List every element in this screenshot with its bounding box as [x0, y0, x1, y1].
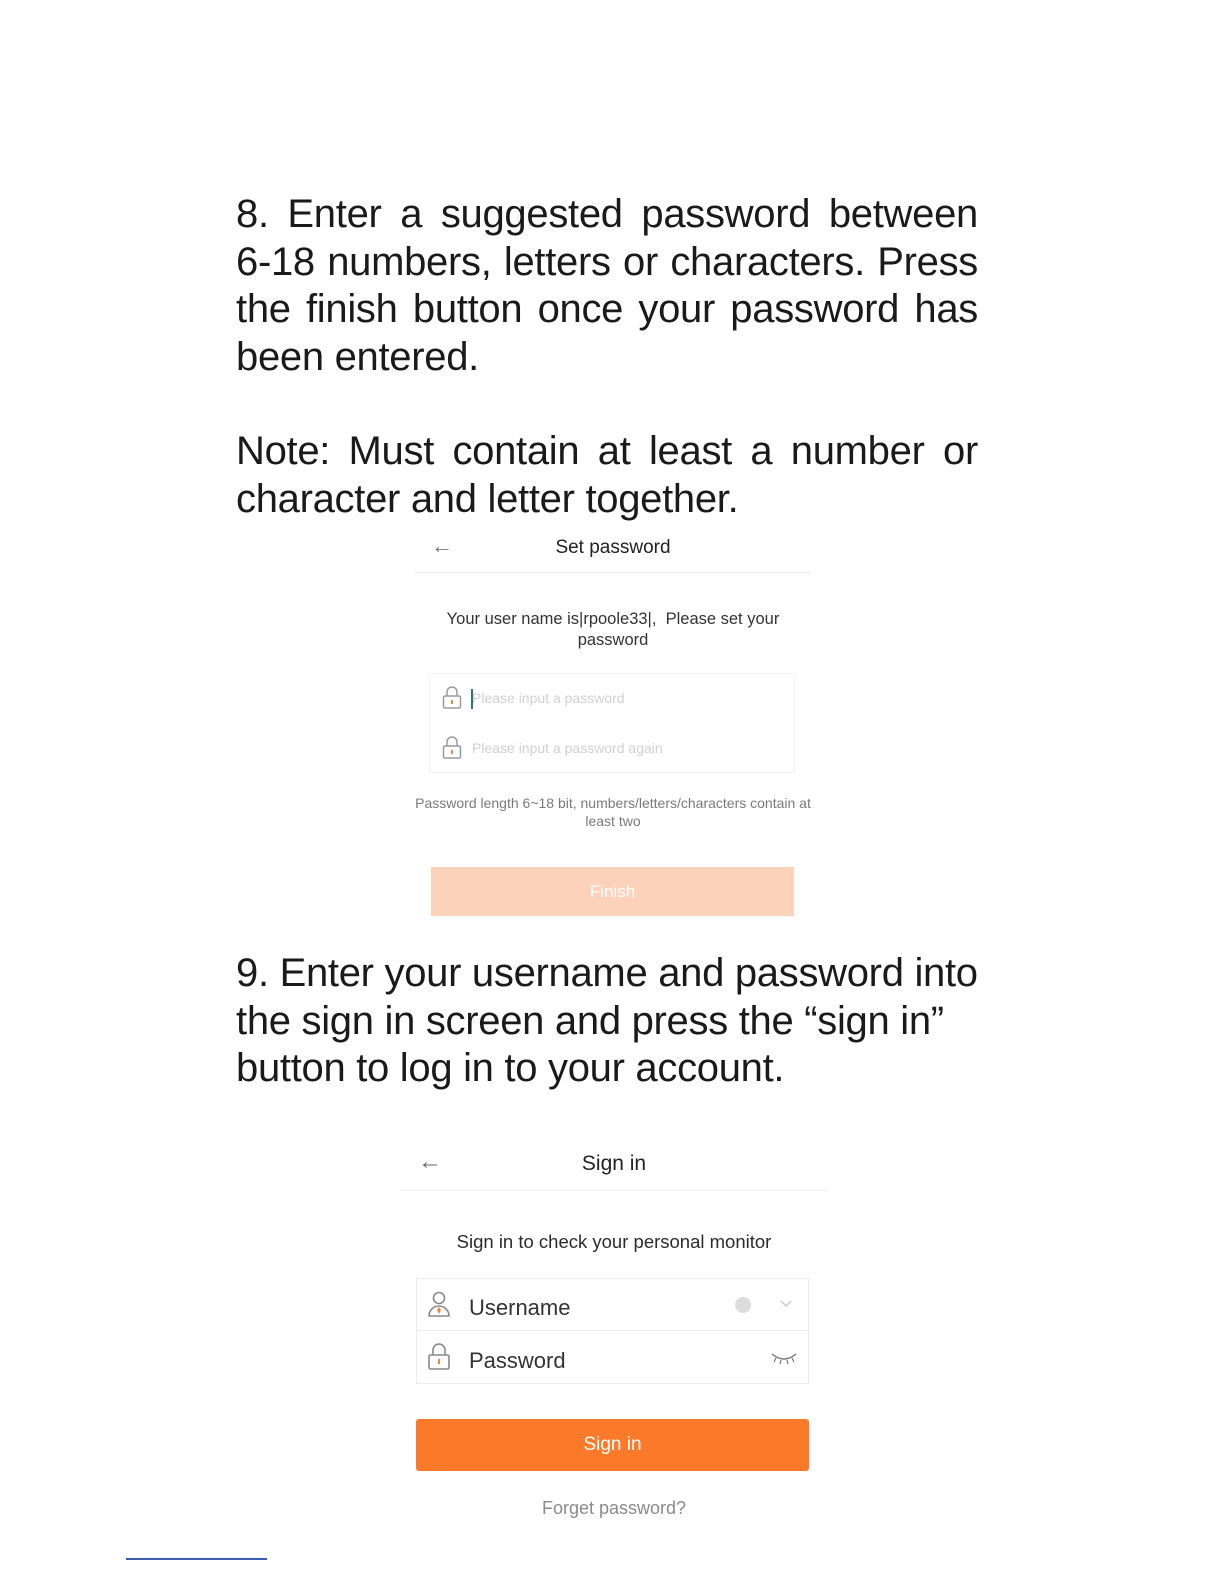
clear-icon[interactable]	[735, 1297, 751, 1313]
password-hint: Password length 6~18 bit, numbers/letters/characters contain at least two	[415, 795, 811, 829]
finish-button[interactable]: Finish	[431, 867, 794, 916]
user-icon	[427, 1290, 451, 1318]
username-row	[417, 1279, 808, 1331]
sign-in-fields	[416, 1278, 809, 1384]
sign-in-button[interactable]: Sign in	[416, 1419, 809, 1471]
password-note: Note: Must contain at least a number or character and letter together.	[236, 429, 978, 521]
password-input[interactable]	[469, 1347, 719, 1375]
sign-in-title: Sign in	[581, 1152, 647, 1175]
username-message: Your user name is|rpoole33|, Please set your password	[446, 610, 780, 649]
set-password-screenshot	[415, 527, 811, 922]
password-input[interactable]	[472, 687, 772, 709]
eye-closed-icon[interactable]	[769, 1346, 799, 1368]
back-arrow-icon[interactable]: ←	[431, 533, 453, 558]
step-8-instructions: 8. Enter a suggested password between 6-18 numbers, letters or characters. Press the finish button once your password has been entered.	[236, 192, 978, 379]
forget-password-link[interactable]: Forget password?	[541, 1498, 687, 1518]
username-input[interactable]	[469, 1294, 719, 1322]
chevron-down-icon[interactable]	[777, 1295, 795, 1311]
password-fields	[429, 673, 795, 773]
footer-rule	[126, 1558, 267, 1560]
lock-icon	[427, 1343, 451, 1371]
step-9-instructions: 9. Enter your username and password into the sign in screen and press the “sign in” button to log in to your account.	[236, 951, 978, 1090]
password-again-input[interactable]	[472, 737, 772, 759]
lock-icon	[442, 736, 462, 760]
password-row	[417, 1332, 808, 1384]
set-password-title: Set password	[555, 537, 671, 558]
password-row	[430, 674, 796, 722]
sign-in-header	[400, 1140, 828, 1191]
set-password-header	[415, 527, 811, 573]
back-arrow-icon[interactable]: ←	[418, 1148, 442, 1175]
password-again-row	[430, 724, 796, 772]
sign-in-subtitle: Sign in to check your personal monitor	[456, 1231, 772, 1252]
sign-in-screenshot	[400, 1140, 828, 1530]
lock-icon	[442, 686, 462, 710]
